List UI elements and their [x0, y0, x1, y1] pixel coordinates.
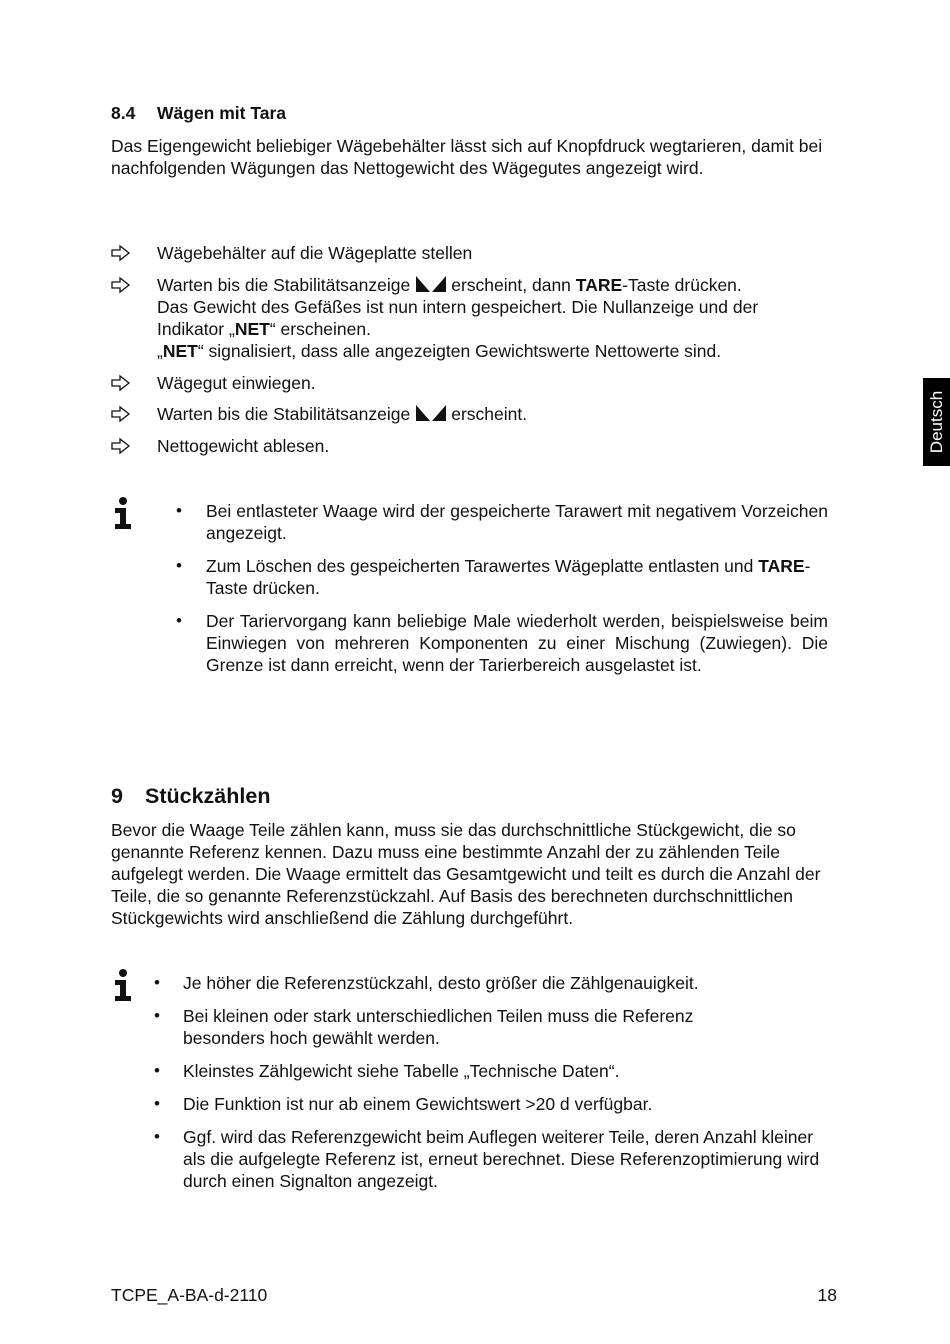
bullet-icon: •: [176, 611, 182, 630]
note-item: Ggf. wird das Referenzgewicht beim Auflegen weiterer Teile, deren Anzahl kleiner als die aufgelegte Referenz ist, erneut berechnet. Diese Referenzoptimierung wird durch einen Signalton angezeigt.: [183, 1127, 820, 1191]
note-item: Der Tariervorgang kann beliebige Male wiederholt werden, beispielsweise beim Einwiegen von mehreren Komponenten zu einer Mischung (Zuwiegen). Die Grenze ist dann erreicht, wenn der Tarierbereich ausgelastet ist.: [206, 611, 828, 675]
step-3: Wägegut einwiegen.: [157, 373, 316, 393]
arrow-right-icon: [110, 244, 132, 262]
arrow-right-icon: [110, 276, 132, 294]
info-icon: [112, 968, 134, 1002]
section-title: Wägen mit Tara: [157, 103, 287, 123]
section-heading-9: [111, 783, 270, 809]
bullet-icon: •: [154, 1006, 160, 1025]
note-item: Bei kleinen oder stark unterschiedlichen Teilen muss die Referenz besonders hoch gewählt werden.: [183, 1006, 694, 1048]
note-item: Bei entlasteter Waage wird der gespeicherte Tarawert mit negativem Vorzeichen angezeigt.: [206, 501, 828, 543]
section-heading-8-4: [111, 102, 286, 124]
section-intro: Das Eigengewicht beliebiger Wägebehälter lässt sich auf Knopfdruck wegtarieren, damit bei nachfolgenden Wägungen das Nettogewicht des Wägegutes angezeigt wird.: [111, 136, 823, 178]
bullet-icon: •: [154, 1127, 160, 1146]
stability-indicator-icon: [414, 404, 448, 422]
section-intro: Bevor die Waage Teile zählen kann, muss sie das durchschnittliche Stückgewicht, die so genannte Referenz kennen. Dazu muss eine bestimmte Anzahl der zu zählenden Teile aufgelegt werden. Die Waage ermittelt das Gesamtgewicht und teilt es durch die Anzahl der Teile, die so genannte Referenzstückzahl. Auf Basis des berechneten durchschnittlichen Stückgewichts wird anschließend die Zählung durchgeführt.: [111, 820, 821, 928]
step-2: Warten bis die Stabilitätsanzeige erscheint, dann TARE-Taste drücken. Das Gewicht des Gefäßes ist nun intern gespeichert. Die Nullanzeige und der Indikator „NET“ erscheinen. „NET“ signalisiert, dass alle angezeigten Gewichtswerte Nettowerte sind.: [157, 275, 759, 361]
section-title: Stückzählen: [145, 784, 271, 808]
note-item: Je höher die Referenzstückzahl, desto größer die Zählgenauigkeit.: [183, 973, 699, 993]
language-tab: [923, 378, 950, 466]
note-item: Die Funktion ist nur ab einem Gewichtswert >20 d verfügbar.: [183, 1094, 653, 1114]
step-1: Wägebehälter auf die Wägeplatte stellen: [157, 243, 473, 263]
section-number: 8.4: [111, 103, 136, 123]
bullet-icon: •: [154, 1094, 160, 1113]
arrow-right-icon: [110, 405, 132, 423]
step-4: Warten bis die Stabilitätsanzeige erscheint.: [157, 404, 528, 424]
bullet-icon: •: [176, 501, 182, 520]
section-number: 9: [111, 784, 123, 808]
bullet-icon: •: [176, 556, 182, 575]
info-icon: [112, 496, 134, 530]
step-5: Nettogewicht ablesen.: [157, 436, 330, 456]
stability-indicator-icon: [414, 275, 448, 293]
arrow-right-icon: [110, 374, 132, 392]
footer-doc-id: TCPE_A-BA-d-2110: [111, 1285, 268, 1305]
page-number: 18: [817, 1285, 837, 1305]
bullet-icon: •: [154, 1061, 160, 1080]
language-tab-label: Deutsch: [926, 390, 946, 454]
arrow-right-icon: [110, 437, 132, 455]
note-item: Zum Löschen des gespeicherten Tarawertes Wägeplatte entlasten und TARE-Taste drücken.: [206, 556, 811, 598]
bullet-icon: •: [154, 973, 160, 992]
note-item: Kleinstes Zählgewicht siehe Tabelle „Technische Daten“.: [183, 1061, 620, 1081]
